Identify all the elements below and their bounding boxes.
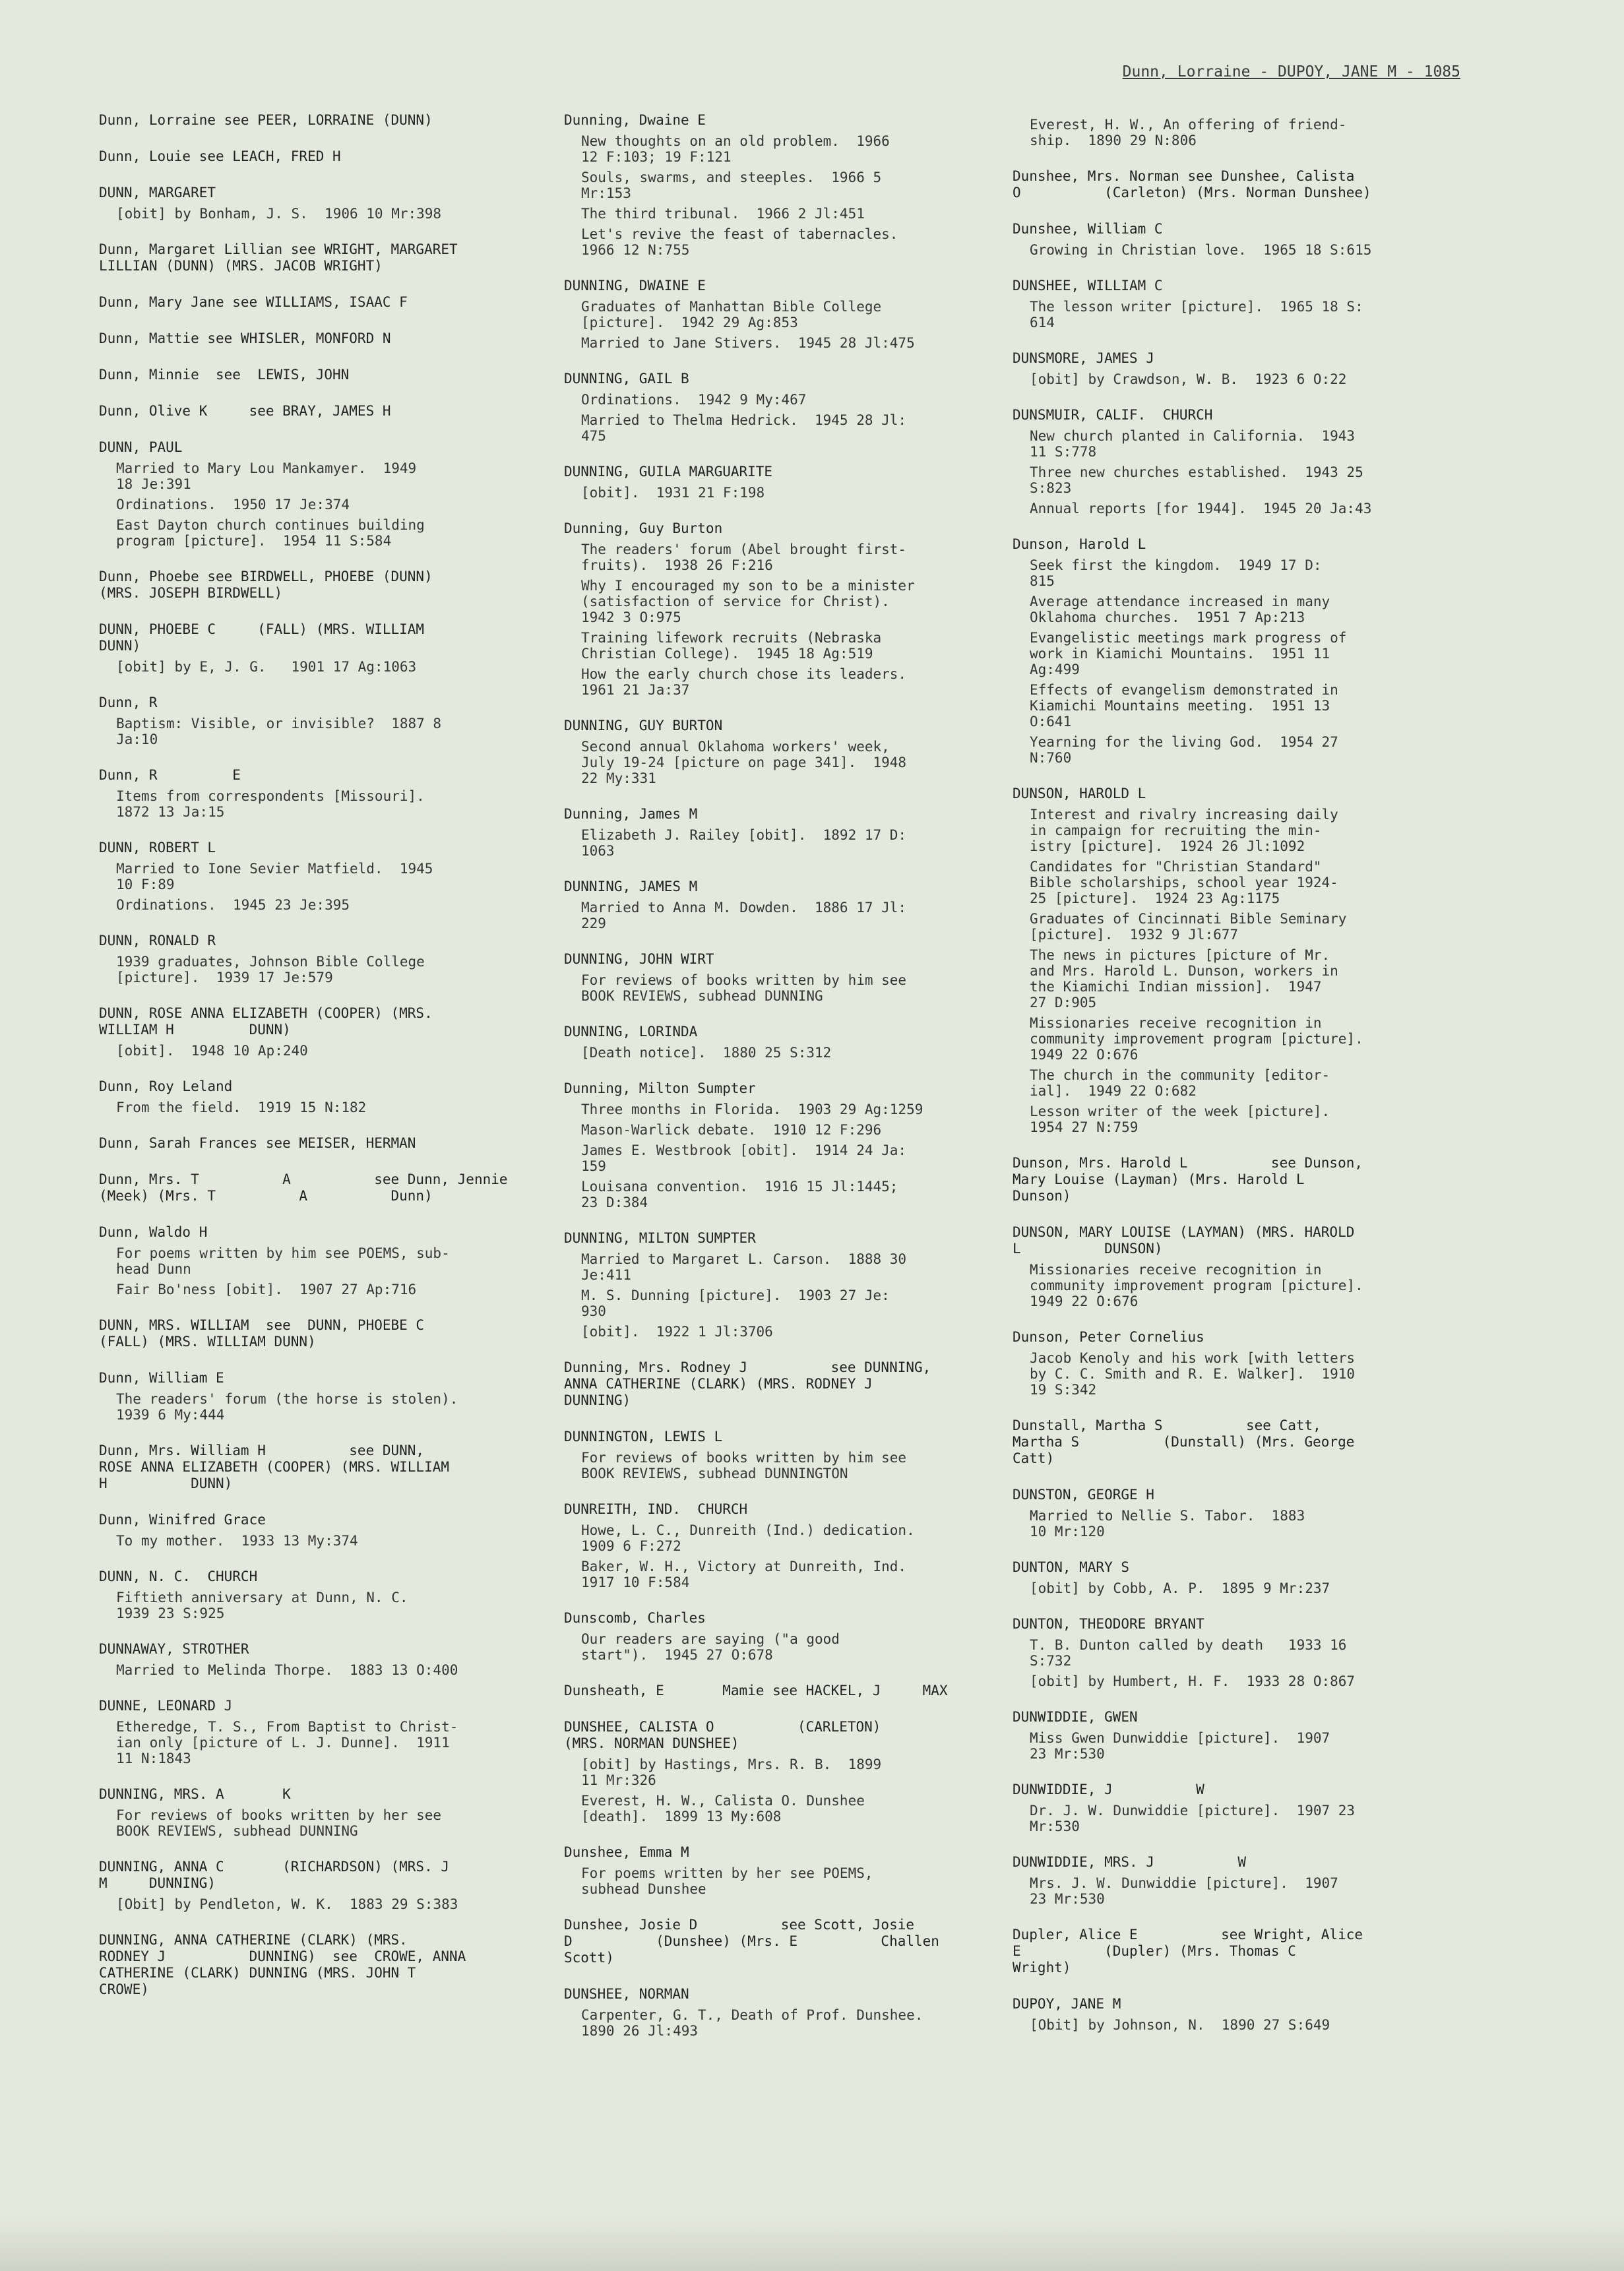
entry-heading: DUPOY, JANE M: [1013, 1996, 1121, 2012]
entry-citation: Why I encouraged my son to be a minister (satisfaction of service for Christ). 1942 3 O:975: [581, 578, 915, 625]
entry-citation: [obit] by Cobb, A. P. 1895 9 Mr:237: [1030, 1580, 1330, 1596]
entry-citation: Miss Gwen Dunwiddie [picture]. 1907 23 Mr:530: [1030, 1730, 1330, 1762]
index-entry: [99, 294, 521, 311]
entry-heading: DUNSHEE, NORMAN: [564, 1986, 689, 2002]
entry-citation: Items from correspondents [Missouri]. 1872 13 Ja:15: [116, 788, 425, 820]
entry-citation: Fair Bo'ness [obit]. 1907 27 Ap:716: [116, 1282, 417, 1297]
entry-heading: Dunn, Olive K see BRAY, JAMES H: [99, 403, 391, 419]
entry-citation: For poems written by her see POEMS, subhead Dunshee: [581, 1865, 873, 1897]
entry-heading: DUNNING, GAIL B: [564, 371, 689, 387]
entry-citation: Married to Jane Stivers. 1945 28 Jl:475: [581, 335, 915, 351]
index-entry: [564, 1986, 986, 2039]
entry-citation: New church planted in California. 1943 11 S:778: [1030, 428, 1356, 460]
index-entry: [1013, 168, 1441, 201]
entry-citation: Jacob Kenoly and his work [with letters by C. C. Smith and R. E. Walker]. 1910 19 S:342: [1030, 1350, 1356, 1398]
entry-citation: The news in pictures [picture of Mr. and Mrs. Harold L. Dunson, workers in the Kiamichi Indian mission]. 1947 27 D:905: [1030, 947, 1338, 1011]
entry-heading: DUNN, MARGARET: [99, 185, 216, 201]
entry-citation: Annual reports [for 1944]. 1945 20 Ja:43: [1030, 501, 1372, 516]
entry-citation: Married to Ione Sevier Matfield. 1945 10 F:89: [116, 861, 433, 892]
index-entry: [564, 1917, 986, 1966]
entry-heading: Dunning, Dwaine E: [564, 112, 706, 128]
index-entry: [99, 241, 521, 274]
entry-citation: Three new churches established. 1943 25 S:823: [1030, 464, 1363, 496]
entry-heading: DUNWIDDIE, GWEN: [1013, 1709, 1138, 1725]
entry-heading: DUNN, RONALD R: [99, 933, 216, 949]
index-entry: [564, 1080, 986, 1210]
entry-citation: [Obit] by Pendleton, W. K. 1883 29 S:383: [116, 1896, 458, 1912]
index-entry: [564, 1501, 986, 1590]
entry-heading: DUNNINGTON, LEWIS L: [564, 1429, 723, 1445]
entry-heading: Dunn, William E: [99, 1370, 224, 1386]
entry-citation: [obit] by Bonham, J. S. 1906 10 Mr:398: [116, 206, 442, 222]
index-entry: [99, 1005, 521, 1059]
index-entry: [564, 1429, 986, 1481]
entry-citation: Baptism: Visible, or invisible? 1887 8 Ja:10: [116, 716, 442, 747]
entry-citation: Graduates of Cincinnati Bible Seminary [picture]. 1932 9 Jl:677: [1030, 911, 1347, 943]
index-entry: [99, 621, 521, 675]
entry-heading: Dunning, Milton Sumpter: [564, 1080, 756, 1096]
entry-heading: Dunn, Minnie see LEWIS, JOHN: [99, 367, 350, 383]
entry-citation: Ordinations. 1945 23 Je:395: [116, 897, 350, 913]
index-entry: [564, 278, 986, 351]
index-entry: [1013, 536, 1441, 766]
entry-citation: [Obit] by Johnson, N. 1890 27 S:649: [1030, 2017, 1330, 2033]
entry-heading: DUNSHEE, WILLIAM C: [1013, 278, 1163, 294]
entry-citation: How the early church chose its leaders. 1961 21 Ja:37: [581, 666, 907, 698]
entry-citation: Lesson writer of the week [picture]. 1954 27 N:759: [1030, 1104, 1330, 1135]
entry-heading: Dunn, Margaret Lillian see WRIGHT, MARGARET LILLIAN (DUNN) (MRS. JACOB WRIGHT): [99, 241, 458, 274]
index-entry: [564, 1610, 986, 1663]
entry-heading: DUNREITH, IND. CHURCH: [564, 1501, 748, 1517]
entry-citation: For reviews of books written by him see BOOK REVIEWS, subhead DUNNING: [581, 972, 907, 1004]
entry-heading: DUNNING, ANNA CATHERINE (CLARK) (MRS. RODNEY J DUNNING) see CROWE, ANNA CATHERINE (CLARK) DUNNING (MRS. JOHN T CROWE): [99, 1932, 466, 1997]
entry-citation: Married to Nellie S. Tabor. 1883 10 Mr:120: [1030, 1508, 1305, 1540]
entry-heading: DUNSHEE, CALISTA O (CARLETON) (MRS. NORMAN DUNSHEE): [564, 1719, 881, 1751]
index-entry: [1013, 1709, 1441, 1762]
index-entry: [564, 371, 986, 444]
entry-heading: Dunshee, William C: [1013, 221, 1163, 237]
index-entry: [564, 464, 986, 501]
entry-citation: Missionaries receive recognition in community improvement program [picture]. 1949 22 O:676: [1030, 1262, 1363, 1309]
entry-citation: For reviews of books written by him see BOOK REVIEWS, subhead DUNNINGTON: [581, 1450, 907, 1481]
entry-heading: DUNN, MRS. WILLIAM see DUNN, PHOEBE C (FALL) (MRS. WILLIAM DUNN): [99, 1317, 425, 1350]
index-entry: [99, 1078, 521, 1115]
entry-citation: Everest, H. W., Calista O. Dunshee [death]. 1899 13 My:608: [581, 1793, 865, 1824]
entry-citation: Married to Melinda Thorpe. 1883 13 O:400: [116, 1662, 458, 1678]
entry-citation: Yearning for the living God. 1954 27 N:760: [1030, 734, 1338, 766]
entry-heading: Dunn, Mary Jane see WILLIAMS, ISAAC F: [99, 294, 408, 310]
entry-citation: [obit]. 1922 1 Jl:3706: [581, 1324, 773, 1340]
entry-citation: Louisana convention. 1916 15 Jl:1445; 23 D:384: [581, 1179, 898, 1210]
entry-citation: 1939 graduates, Johnson Bible College [picture]. 1939 17 Je:579: [116, 954, 425, 985]
entry-heading: DUNNING, JAMES M: [564, 879, 698, 894]
entry-citation: New thoughts on an old problem. 1966 12 F:103; 19 F:121: [581, 133, 890, 165]
index-entry: [99, 112, 521, 129]
entry-citation: Candidates for "Christian Standard" Bible scholarships, school year 1924- 25 [picture]. 1924 23 Ag:1175: [1030, 859, 1338, 906]
entry-heading: Dunshee, Emma M: [564, 1844, 689, 1860]
entry-citation: Average attendance increased in many Oklahoma churches. 1951 7 Ap:213: [1030, 594, 1330, 625]
entry-heading: DUNSMORE, JAMES J: [1013, 350, 1154, 366]
entry-citation: T. B. Dunton called by death 1933 16 S:732: [1030, 1637, 1347, 1669]
entry-heading: DUNNING, DWAINE E: [564, 278, 706, 294]
entry-heading: Dunn, Waldo H: [99, 1224, 208, 1240]
entry-heading: DUNNING, MILTON SUMPTER: [564, 1230, 756, 1246]
entry-citation: [obit] by E, J. G. 1901 17 Ag:1063: [116, 659, 417, 675]
index-entry: [564, 1844, 986, 1897]
index-entry: [99, 933, 521, 985]
index-entry: [99, 148, 521, 165]
entry-heading: DUNSON, MARY LOUISE (LAYMAN) (MRS. HAROLD L DUNSON): [1013, 1224, 1355, 1257]
entry-citation: Etheredge, T. S., From Baptist to Christ- ian only [picture of L. J. Dunne]. 1911 11 N:1843: [116, 1719, 458, 1766]
entry-citation: Married to Anna M. Dowden. 1886 17 Jl: 229: [581, 900, 907, 931]
entry-citation: Evangelistic meetings mark progress of work in Kiamichi Mountains. 1951 11 Ag:499: [1030, 630, 1347, 677]
index-entry: [564, 951, 986, 1004]
entry-heading: DUNN, PHOEBE C (FALL) (MRS. WILLIAM DUNN): [99, 621, 425, 654]
entry-citation: [obit]. 1931 21 F:198: [581, 485, 765, 501]
entry-citation: The readers' forum (the horse is stolen). 1939 6 My:444: [116, 1391, 458, 1423]
entry-heading: Dunn, Mrs. T A see Dunn, Jennie (Meek) (Mrs. T A Dunn): [99, 1171, 508, 1204]
entry-heading: Dunshee, Josie D see Scott, Josie D (Dunshee) (Mrs. E Challen Scott): [564, 1917, 939, 1966]
entry-citation: East Dayton church continues building program [picture]. 1954 11 S:584: [116, 517, 425, 549]
index-entry: [1013, 1155, 1441, 1204]
entry-heading: Dunn, Louie see LEACH, FRED H: [99, 148, 341, 164]
entry-citation: Everest, H. W., An offering of friend- ship. 1890 29 N:806: [1030, 117, 1347, 148]
index-entry: [99, 1932, 521, 1998]
entry-citation: From the field. 1919 15 N:182: [116, 1100, 367, 1115]
index-entry: [564, 879, 986, 931]
index-entry: [99, 1512, 521, 1549]
index-entry: [1013, 1927, 1441, 1976]
index-entry: [99, 185, 521, 222]
entry-citation: Mason-Warlick debate. 1910 12 F:296: [581, 1122, 882, 1138]
index-entry: [99, 1135, 521, 1152]
entry-heading: Dunshee, Mrs. Norman see Dunshee, Calista O (Carleton) (Mrs. Norman Dunshee): [1013, 168, 1371, 201]
index-entry: [1013, 786, 1441, 1135]
page-bottom-edge: [0, 2218, 1624, 2271]
entry-heading: DUNN, N. C. CHURCH: [99, 1569, 258, 1584]
entry-citation: Souls, swarms, and steeples. 1966 5 Mr:153: [581, 170, 882, 201]
index-entry: [1013, 1329, 1441, 1398]
entry-citation: The readers' forum (Abel brought first- fruits). 1938 26 F:216: [581, 542, 907, 573]
entry-heading: Dunscomb, Charles: [564, 1610, 706, 1626]
entry-heading: DUNNE, LEONARD J: [99, 1698, 233, 1714]
index-entry: [564, 1683, 986, 1699]
entry-citation: For reviews of books written by her see BOOK REVIEWS, subhead DUNNING: [116, 1807, 442, 1839]
index-entry: [1013, 1782, 1441, 1834]
entry-heading: Dunn, Lorraine see PEER, LORRAINE (DUNN): [99, 112, 433, 128]
index-entry: [99, 1859, 521, 1912]
entry-citation: The third tribunal. 1966 2 Jl:451: [581, 206, 865, 222]
entry-heading: DUNNING, MRS. A K: [99, 1786, 291, 1802]
entry-heading: Dunn, R E: [99, 767, 241, 783]
index-entry: [99, 1786, 521, 1839]
index-column-1: [99, 112, 521, 2018]
entry-citation: Three months in Florida. 1903 29 Ag:1259: [581, 1102, 923, 1117]
entry-citation: Ordinations. 1950 17 Je:374: [116, 497, 350, 513]
index-entry: [1013, 1224, 1441, 1309]
entry-heading: Dunstall, Martha S see Catt, Martha S (Dunstall) (Mrs. George Catt): [1013, 1417, 1355, 1466]
index-entry: [99, 1443, 521, 1492]
entry-heading: Dunn, R: [99, 695, 158, 710]
index-entry: [1013, 350, 1441, 387]
entry-citation: Growing in Christian love. 1965 18 S:615: [1030, 242, 1372, 258]
entry-citation: Married to Margaret L. Carson. 1888 30 Je:411: [581, 1251, 907, 1283]
index-entry: [564, 718, 986, 786]
index-entry: [99, 1698, 521, 1766]
index-entry: [564, 1359, 986, 1409]
entry-citation: Carpenter, G. T., Death of Prof. Dunshee. 1890 26 Jl:493: [581, 2007, 923, 2039]
entry-heading: DUNWIDDIE, MRS. J W: [1013, 1854, 1247, 1870]
index-entry: [564, 112, 986, 258]
index-entry: [99, 1569, 521, 1621]
index-entry: [1013, 278, 1441, 330]
entry-heading: Dunsheath, E Mamie see HACKEL, J MAX: [564, 1683, 948, 1698]
entry-citation: Mrs. J. W. Dunwiddie [picture]. 1907 23 Mr:530: [1030, 1875, 1338, 1907]
entry-citation: Graduates of Manhattan Bible College [picture]. 1942 29 Ag:853: [581, 299, 882, 330]
entry-heading: DUNNING, GUY BURTON: [564, 718, 723, 733]
entry-citation: Let's revive the feast of tabernacles. 1966 12 N:755: [581, 226, 898, 258]
entry-citation: The lesson writer [picture]. 1965 18 S: 614: [1030, 299, 1363, 330]
index-entry: [99, 1317, 521, 1350]
entry-citation: Married to Thelma Hedrick. 1945 28 Jl: 475: [581, 412, 907, 444]
entry-heading: DUNNING, GUILA MARGUARITE: [564, 464, 773, 480]
entry-citation: [obit]. 1948 10 Ap:240: [116, 1043, 308, 1059]
index-entry: [1013, 1616, 1441, 1689]
entry-citation: Fiftieth anniversary at Dunn, N. C. 1939 23 S:925: [116, 1590, 408, 1621]
index-entry: [564, 1719, 986, 1824]
entry-heading: DUNNING, JOHN WIRT: [564, 951, 714, 967]
entry-citation: Training lifework recruits (Nebraska Christian College). 1945 18 Ag:519: [581, 630, 882, 662]
entry-citation: The church in the community [editor- ial]. 1949 22 O:682: [1030, 1067, 1330, 1099]
index-entry: [99, 330, 521, 347]
entry-citation: M. S. Dunning [picture]. 1903 27 Je: 930: [581, 1288, 890, 1319]
entry-citation: Ordinations. 1942 9 My:467: [581, 392, 807, 408]
index-entry: [1013, 1487, 1441, 1540]
index-entry: [99, 439, 521, 549]
index-entry: [1013, 1559, 1441, 1596]
index-entry: [99, 367, 521, 383]
index-entry: [1013, 1417, 1441, 1467]
entry-citation: Our readers are saying ("a good start"). 1945 27 O:678: [581, 1631, 840, 1663]
index-column-2: [564, 112, 986, 2059]
entry-heading: DUNSON, HAROLD L: [1013, 786, 1146, 801]
entry-heading: Dunn, Winifred Grace: [99, 1512, 266, 1528]
entry-heading: DUNTON, MARY S: [1013, 1559, 1130, 1575]
entry-heading: Dunning, Guy Burton: [564, 520, 723, 536]
index-entry: [99, 1171, 521, 1204]
index-entry: [99, 840, 521, 913]
index-entry: [99, 695, 521, 747]
entry-heading: Dunn, Sarah Frances see MEISER, HERMAN: [99, 1135, 416, 1151]
entry-citation: To my mother. 1933 13 My:374: [116, 1533, 358, 1549]
index-entry: [99, 1370, 521, 1423]
entry-citation: Second annual Oklahoma workers' week, July 19-24 [picture on page 341]. 1948 22 My:331: [581, 739, 907, 786]
entry-citation: [obit] by Hastings, Mrs. R. B. 1899 11 Mr:326: [581, 1757, 882, 1788]
entry-citation: Effects of evangelism demonstrated in Kiamichi Mountains meeting. 1951 13 O:641: [1030, 682, 1338, 730]
entry-heading: DUNNING, ANNA C (RICHARDSON) (MRS. J M DUNNING): [99, 1859, 450, 1891]
entry-heading: DUNN, PAUL: [99, 439, 183, 455]
index-entry: [564, 1230, 986, 1340]
entry-citation: Seek first the kingdom. 1949 17 D: 815: [1030, 557, 1322, 589]
entry-citation: Missionaries receive recognition in community improvement program [picture]. 1949 22 O:676: [1030, 1015, 1363, 1063]
index-entry: [1013, 1854, 1441, 1907]
entry-citation: Married to Mary Lou Mankamyer. 1949 18 Je:391: [116, 460, 417, 492]
entry-heading: Dunson, Mrs. Harold L see Dunson, Mary Louise (Layman) (Mrs. Harold L Dunson): [1013, 1155, 1363, 1204]
index-entry: [99, 1641, 521, 1678]
index-entry: [564, 1024, 986, 1061]
entry-heading: DUNN, ROSE ANNA ELIZABETH (COOPER) (MRS. WILLIAM H DUNN): [99, 1005, 433, 1038]
entry-citation: For poems written by him see POEMS, sub- head Dunn: [116, 1245, 450, 1277]
entry-heading: DUNNING, LORINDA: [564, 1024, 698, 1040]
entry-citation: [obit] by Humbert, H. F. 1933 28 O:867: [1030, 1673, 1356, 1689]
index-entry: [564, 806, 986, 859]
entry-heading: DUNWIDDIE, J W: [1013, 1782, 1204, 1797]
entry-heading: Dunning, Mrs. Rodney J see DUNNING, ANNA CATHERINE (CLARK) (MRS. RODNEY J DUNNING): [564, 1359, 931, 1408]
entry-heading: Dunning, James M: [564, 806, 698, 822]
entry-heading: Dunn, Mattie see WHISLER, MONFORD N: [99, 330, 391, 346]
entry-citation: [Death notice]. 1880 25 S:312: [581, 1045, 832, 1061]
entry-heading: Dunson, Harold L: [1013, 536, 1146, 552]
entry-heading: DUNNAWAY, STROTHER: [99, 1641, 249, 1657]
index-entry: [99, 767, 521, 820]
index-entry: [1013, 1996, 1441, 2033]
entry-heading: Dunn, Mrs. William H see DUNN, ROSE ANNA ELIZABETH (COOPER) (MRS. WILLIAM H DUNN): [99, 1443, 450, 1491]
entry-citation: [obit] by Crawdson, W. B. 1923 6 O:22: [1030, 371, 1347, 387]
entry-heading: DUNSTON, GEORGE H: [1013, 1487, 1154, 1503]
index-entry: [99, 569, 521, 602]
entry-citation: Baker, W. H., Victory at Dunreith, Ind. 1917 10 F:584: [581, 1559, 907, 1590]
index-entry: [1013, 407, 1441, 516]
entry-heading: Dunn, Roy Leland: [99, 1078, 233, 1094]
index-entry: [1013, 221, 1441, 258]
entry-citation: Dr. J. W. Dunwiddie [picture]. 1907 23 Mr:530: [1030, 1803, 1356, 1834]
entry-heading: Dunson, Peter Cornelius: [1013, 1329, 1204, 1345]
index-entry: [99, 1224, 521, 1297]
entry-heading: Dunn, Phoebe see BIRDWELL, PHOEBE (DUNN) (MRS. JOSEPH BIRDWELL): [99, 569, 433, 601]
running-head: Dunn, Lorraine - DUPOY, JANE M - 1085: [1122, 63, 1460, 80]
index-entry: [564, 520, 986, 698]
entry-heading: DUNTON, THEODORE BRYANT: [1013, 1616, 1204, 1632]
entry-heading: DUNSMUIR, CALIF. CHURCH: [1013, 407, 1213, 423]
entry-heading: Dupler, Alice E see Wright, Alice E (Dupler) (Mrs. Thomas C Wright): [1013, 1927, 1363, 1975]
entry-citation: Interest and rivalry increasing daily in campaign for recruiting the min- istry [picture]. 1924 26 Jl:1092: [1030, 807, 1338, 854]
index-entry: [99, 403, 521, 420]
index-column-3: [1013, 112, 1441, 2053]
index-entry: [1013, 117, 1441, 148]
entry-heading: DUNN, ROBERT L: [99, 840, 216, 856]
entry-citation: Elizabeth J. Railey [obit]. 1892 17 D: 1063: [581, 827, 907, 859]
entry-citation: James E. Westbrook [obit]. 1914 24 Ja: 159: [581, 1142, 907, 1174]
entry-citation: Howe, L. C., Dunreith (Ind.) dedication. 1909 6 F:272: [581, 1522, 915, 1554]
